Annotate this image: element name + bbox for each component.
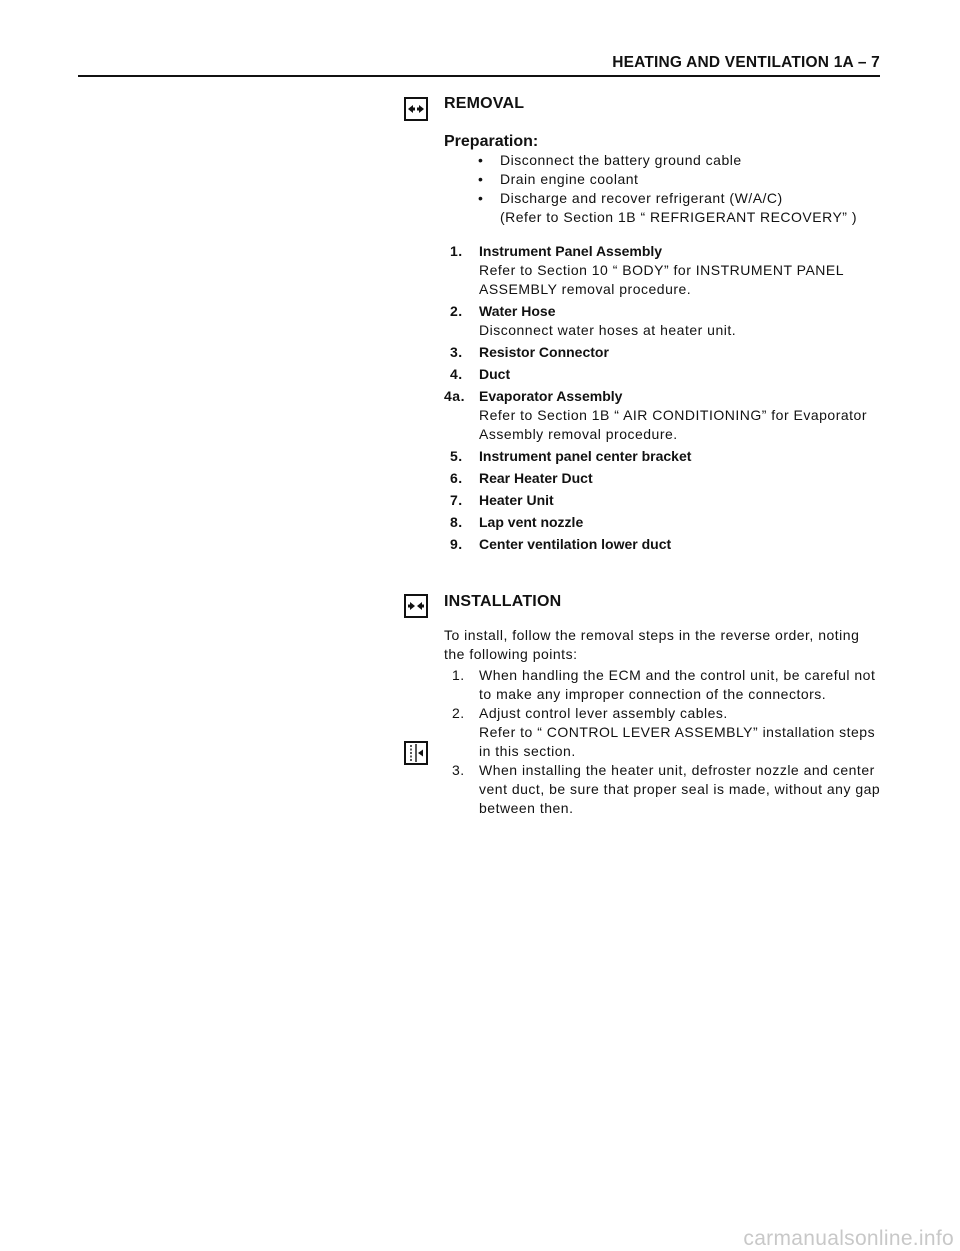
list-item [478,151,898,170]
list-item [444,513,884,532]
step-number: 7. [450,492,463,508]
step-note: Refer to “ CONTROL LEVER ASSEMBLY” installation steps in this section. [479,724,876,759]
step-number: 5. [450,448,463,464]
removal-steps-list [444,242,884,557]
list-item [444,666,884,704]
list-item [444,535,884,554]
adjustment-scale-icon [404,741,428,765]
removal-heading: REMOVAL [444,95,525,112]
step-title: Resistor Connector [479,344,609,360]
step-text: When installing the heater unit, defroster nozzle and center vent duct, be sure that proper seal is made, without any gap between then. [479,762,881,816]
step-number: 6. [450,470,463,486]
step-description: Refer to Section 1B “ AIR CONDITIONING” for Evaporator Assembly removal procedure. [479,407,867,442]
step-title: Water Hose [479,303,556,319]
step-title: Rear Heater Duct [479,470,593,486]
step-number: 2. [450,303,463,319]
step-description: Refer to Section 10 “ BODY” for INSTRUMENT PANEL ASSEMBLY removal procedure. [479,262,844,297]
installation-intro: To install, follow the removal steps in the reverse order, noting the following points: [444,627,860,662]
step-description: Disconnect water hoses at heater unit. [479,322,737,338]
step-number: 1. [450,243,463,259]
step-title: Duct [479,366,511,382]
list-item [444,447,884,466]
preparation-item-note: (Refer to Section 1B “ REFRIGERANT RECOVERY” ) [500,209,858,225]
list-item [444,302,884,340]
step-text: When handling the ECM and the control unit, be careful not to make any improper connection of the connectors. [479,667,876,702]
step-number: 3. [452,762,465,778]
header-rule [78,75,880,77]
step-title: Lap vent nozzle [479,514,584,530]
preparation-list [478,151,898,227]
step-title: Heater Unit [479,492,554,508]
step-title: Instrument Panel Assembly [479,243,663,259]
step-number: 3. [450,344,463,360]
list-item [444,761,884,818]
preparation-item-text: Discharge and recover refrigerant (W/A/C) [500,190,783,206]
list-item [444,343,884,362]
removal-arrows-outward-icon [404,97,428,121]
step-title: Evaporator Assembly [479,388,623,404]
step-text: Adjust control lever assembly cables. [479,705,728,721]
step-title: Instrument panel center bracket [479,448,692,464]
step-number: 8. [450,514,463,530]
list-item [478,170,898,189]
installation-heading: INSTALLATION [444,593,562,610]
list-item [444,365,884,384]
installation-steps-list [444,666,884,818]
list-item [444,704,884,761]
page-header-title: HEATING AND VENTILATION 1A – 7 [612,54,880,71]
list-item [444,469,884,488]
preparation-label: Preparation: [444,133,539,150]
preparation-item-text: Drain engine coolant [500,171,639,187]
list-item [444,491,884,510]
watermark: carmanualsonline.info [743,1227,954,1250]
step-number: 9. [450,536,463,552]
step-number: 1. [452,667,465,683]
step-number: 4. [450,366,463,382]
list-item [444,242,884,299]
step-number: 4a. [444,388,465,404]
preparation-item-text: Disconnect the battery ground cable [500,152,742,168]
list-item [444,387,884,444]
step-number: 2. [452,705,465,721]
installation-arrows-inward-icon [404,594,428,618]
list-item [478,189,898,227]
step-title: Center ventilation lower duct [479,536,672,552]
